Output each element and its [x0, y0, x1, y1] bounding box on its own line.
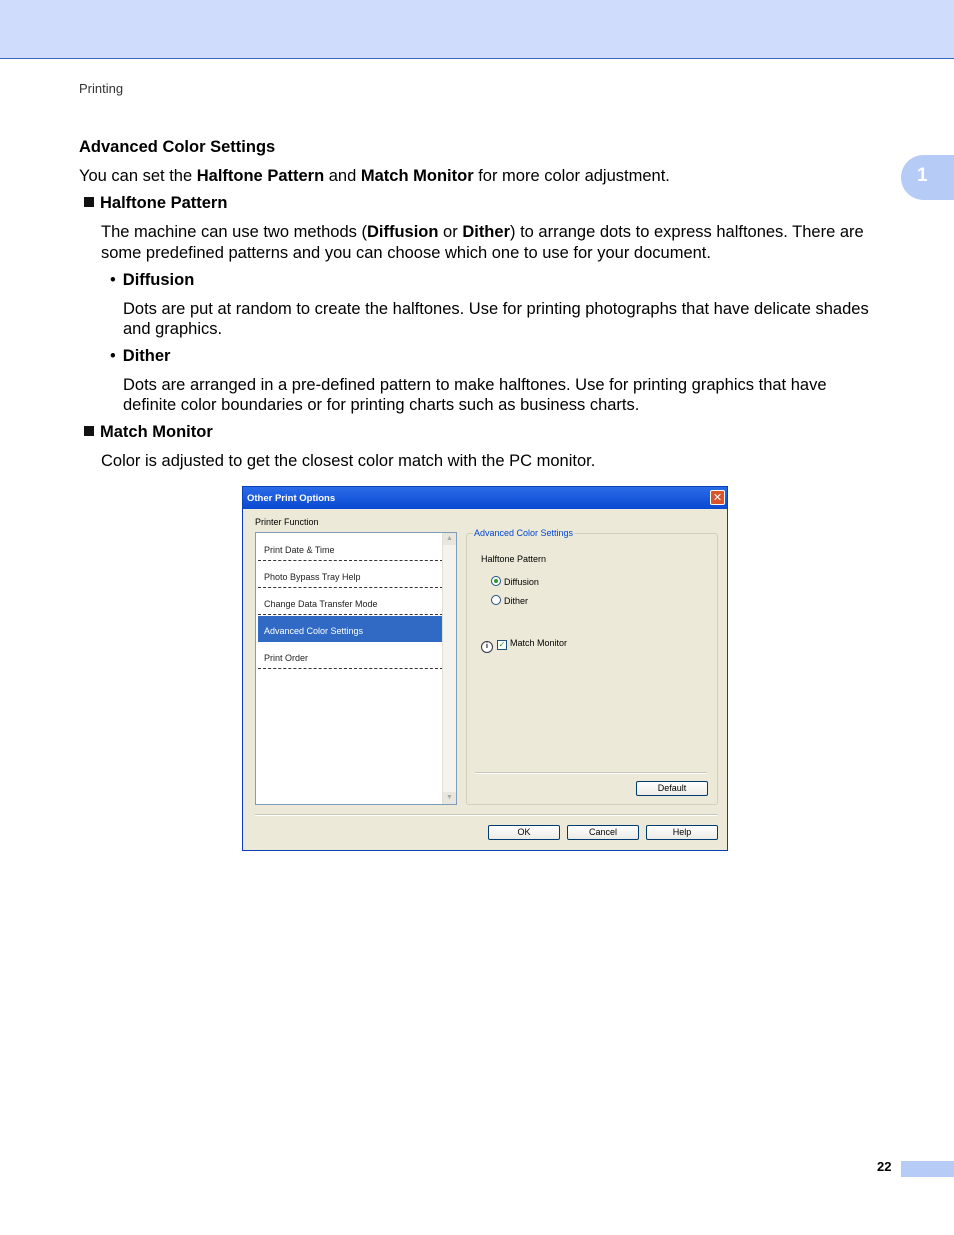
- printer-function-list[interactable]: [255, 532, 457, 805]
- ok-button[interactable]: OK: [488, 825, 560, 840]
- match-monitor-text: Color is adjusted to get the closest color match with the PC monitor.: [101, 452, 596, 470]
- radio-diffusion[interactable]: Diffusion: [491, 576, 539, 587]
- close-button[interactable]: [710, 490, 725, 505]
- advanced-color-settings-group: [466, 528, 718, 805]
- diffusion-line1: Dots are put at random to create the halftones. Use for printing photographs that have delicate shades: [123, 300, 869, 318]
- running-header: Printing: [79, 81, 124, 96]
- halftone-heading: Halftone Pattern: [84, 194, 227, 213]
- dither-heading: • Dither: [110, 347, 171, 365]
- diffusion-line2: and graphics.: [123, 320, 223, 338]
- dialog-separator: [255, 814, 717, 816]
- radio-selected-icon[interactable]: [491, 576, 501, 586]
- diffusion-heading: • Diffusion: [110, 271, 195, 289]
- list-item-photo-bypass-tray-help[interactable]: Photo Bypass Tray Help: [258, 562, 443, 588]
- match-monitor-option[interactable]: i ✓ Match Monitor: [481, 638, 567, 653]
- printer-function-label: Printer Function: [255, 517, 319, 527]
- footer-color-bar: [901, 1161, 954, 1177]
- group-separator: [475, 772, 707, 774]
- close-icon: ✕: [712, 492, 723, 504]
- list-scrollbar[interactable]: [442, 533, 456, 804]
- square-bullet-icon: [84, 197, 94, 207]
- halftone-pattern-label: Halftone Pattern: [481, 554, 547, 564]
- radio-unselected-icon[interactable]: [491, 595, 501, 605]
- help-button[interactable]: Help: [646, 825, 718, 840]
- top-color-band: [0, 0, 954, 59]
- checkbox-checked-icon[interactable]: ✓: [498, 640, 506, 649]
- list-item-advanced-color-settings[interactable]: Advanced Color Settings: [258, 616, 443, 642]
- scroll-down-arrow-icon[interactable]: ▼: [443, 792, 456, 804]
- dither-line2: definite color boundaries or for printing charts such as business charts.: [123, 396, 640, 414]
- info-icon: i: [481, 641, 493, 653]
- halftone-paragraph-line2: some predefined patterns and you can choose which one to use for your document.: [101, 244, 711, 262]
- scroll-up-arrow-icon[interactable]: ▲: [443, 533, 456, 545]
- list-item-change-data-transfer-mode[interactable]: Change Data Transfer Mode: [258, 589, 443, 615]
- cancel-button[interactable]: Cancel: [567, 825, 639, 840]
- intro-paragraph: You can set the Halftone Pattern and Match Monitor for more color adjustment.: [79, 167, 670, 185]
- bullet-icon: •: [110, 271, 116, 289]
- dialog-titlebar[interactable]: [243, 487, 727, 509]
- bullet-icon: •: [110, 347, 116, 365]
- chapter-tab: [901, 155, 954, 200]
- chapter-number: 1: [917, 165, 928, 186]
- match-monitor-heading: Match Monitor: [84, 423, 213, 442]
- dither-line1: Dots are arranged in a pre-defined pattern to make halftones. Use for printing graphics that have: [123, 376, 827, 394]
- page-number: 22: [877, 1159, 892, 1174]
- default-button[interactable]: Default: [636, 781, 708, 796]
- radio-dither[interactable]: Dither: [491, 595, 528, 606]
- group-title: Advanced Color Settings: [474, 528, 574, 538]
- section-heading: Advanced Color Settings: [79, 138, 276, 156]
- dialog-title: Other Print Options: [247, 493, 336, 504]
- list-item-print-order[interactable]: Print Order: [258, 643, 443, 669]
- square-bullet-icon: [84, 426, 94, 436]
- other-print-options-dialog: [242, 486, 728, 851]
- halftone-paragraph-line1: The machine can use two methods (Diffusion or Dither) to arrange dots to express halftones. There are: [101, 223, 864, 241]
- list-item-print-date-time[interactable]: Print Date & Time: [258, 535, 443, 561]
